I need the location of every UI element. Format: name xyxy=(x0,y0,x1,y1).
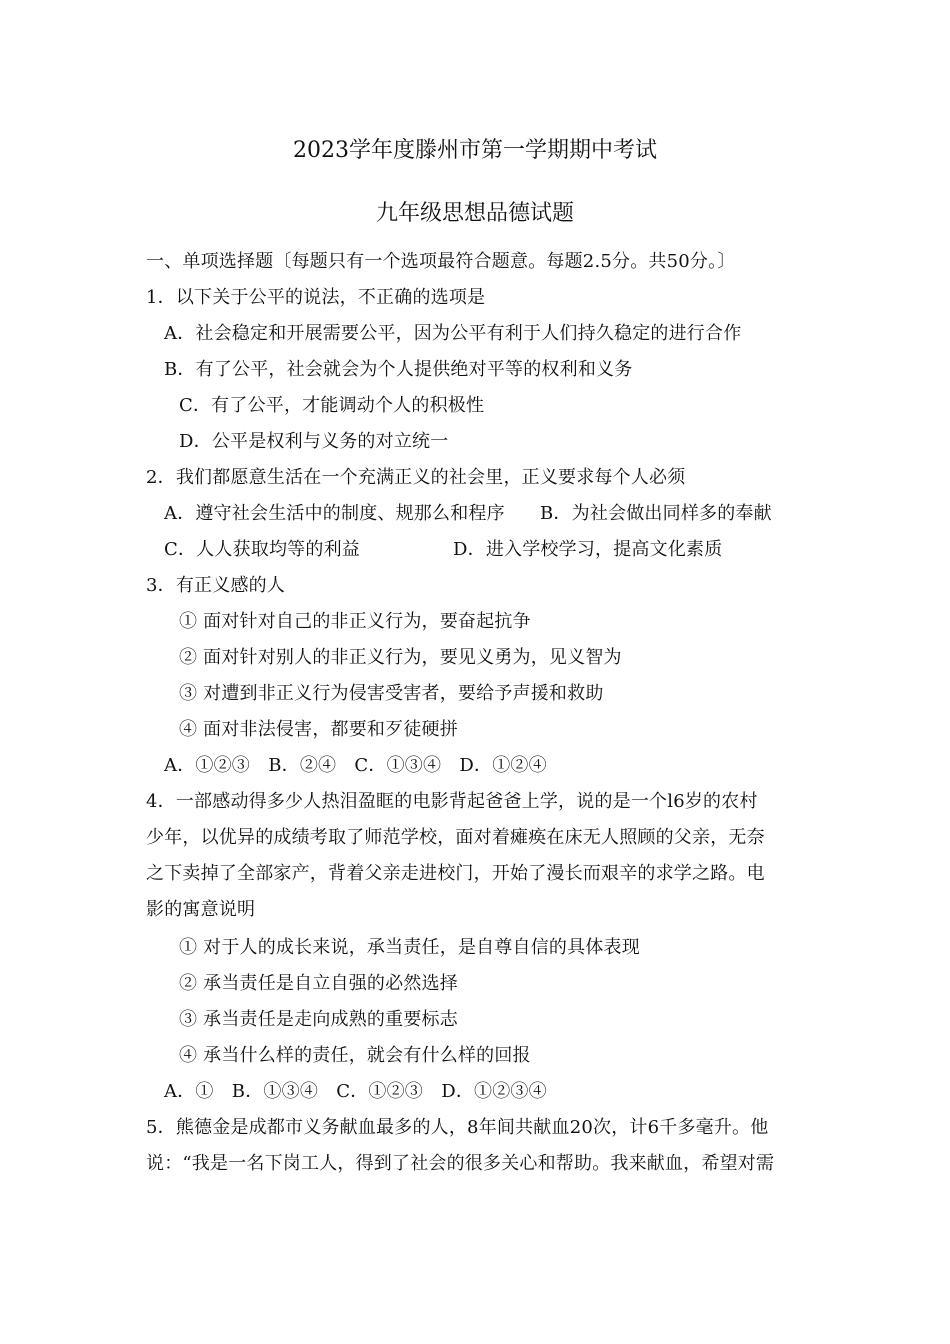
q1-option-c: C．有了公平，才能调动个人的积极性 xyxy=(179,395,485,416)
q3-item-3: ③ 对遭到非正义行为侵害受害者，要给予声援和救助 xyxy=(179,683,604,704)
section-heading: 一、单项选择题〔每题只有一个选项最符合题意。每题2.5分。共50分。〕 xyxy=(146,251,736,272)
q1-option-a: A．社会稳定和开展需要公平，因为公平有利于人们持久稳定的进行合作 xyxy=(164,323,742,344)
q4-stem-line1: 4．一部感动得多少人热泪盈眶的电影背起爸爸上学，说的是一个l6岁的农村 xyxy=(146,791,758,812)
q1-option-b: B．有了公平，社会就会为个人提供绝对平等的权利和义务 xyxy=(164,359,633,380)
q5-stem-line1: 5．熊德金是成都市义务献血最多的人，8年间共献血20次，计6千多毫升。他 xyxy=(146,1117,769,1138)
q2-option-a: A．遵守社会生活中的制度、规那么和程序 xyxy=(164,503,505,524)
q1-option-d: D．公平是权利与义务的对立统一 xyxy=(179,431,449,452)
exam-subtitle: 九年级思想品德试题 xyxy=(375,201,574,226)
q4-stem-line4: 影的寓意说明 xyxy=(146,899,256,920)
q2-option-b: B．为社会做出同样多的奉献 xyxy=(540,503,772,524)
q4-stem-line3: 之下卖掉了全部家产，背着父亲走进校门，开始了漫长而艰辛的求学之路。电 xyxy=(146,863,765,884)
q1-stem: 1．以下关于公平的说法，不正确的选项是 xyxy=(146,287,486,308)
q4-stem-line2: 少年，以优异的成绩考取了师范学校，面对着瘫痪在床无人照顾的父亲，无奈 xyxy=(146,827,765,848)
q4-item-4: ④ 承当什么样的责任，就会有什么样的回报 xyxy=(179,1045,531,1066)
q3-item-4: ④ 面对非法侵害，都要和歹徒硬拼 xyxy=(179,719,458,740)
q4-item-3: ③ 承当责任是走向成熟的重要标志 xyxy=(179,1009,458,1030)
exam-title: 2023学年度滕州市第一学期期中考试 xyxy=(293,138,657,163)
q3-item-1: ① 面对针对自己的非正义行为，要奋起抗争 xyxy=(179,611,531,632)
q3-item-2: ② 面对针对别人的非正义行为，要见义勇为，见义智为 xyxy=(179,647,622,668)
q4-item-2: ② 承当责任是自立自强的必然选择 xyxy=(179,973,458,994)
q5-stem-line2: 说：“我是一名下岗工人，得到了社会的很多关心和帮助。我来献血，希望对需 xyxy=(146,1153,775,1174)
q3-options: A．①②③ B．②④ C．①③④ D．①②④ xyxy=(164,755,547,776)
q4-item-1: ① 对于人的成长来说，承当责任，是自尊自信的具体表现 xyxy=(179,937,640,958)
q2-stem: 2．我们都愿意生活在一个充满正义的社会里，正义要求每个人必须 xyxy=(146,467,686,488)
q2-option-c: C．人人获取均等的利益 xyxy=(164,539,360,560)
q3-stem: 3．有正义感的人 xyxy=(146,575,286,596)
q4-options: A．① B．①③④ C．①②③ D．①②③④ xyxy=(164,1081,547,1102)
q2-option-d: D．进入学校学习，提高文化素质 xyxy=(453,539,723,560)
